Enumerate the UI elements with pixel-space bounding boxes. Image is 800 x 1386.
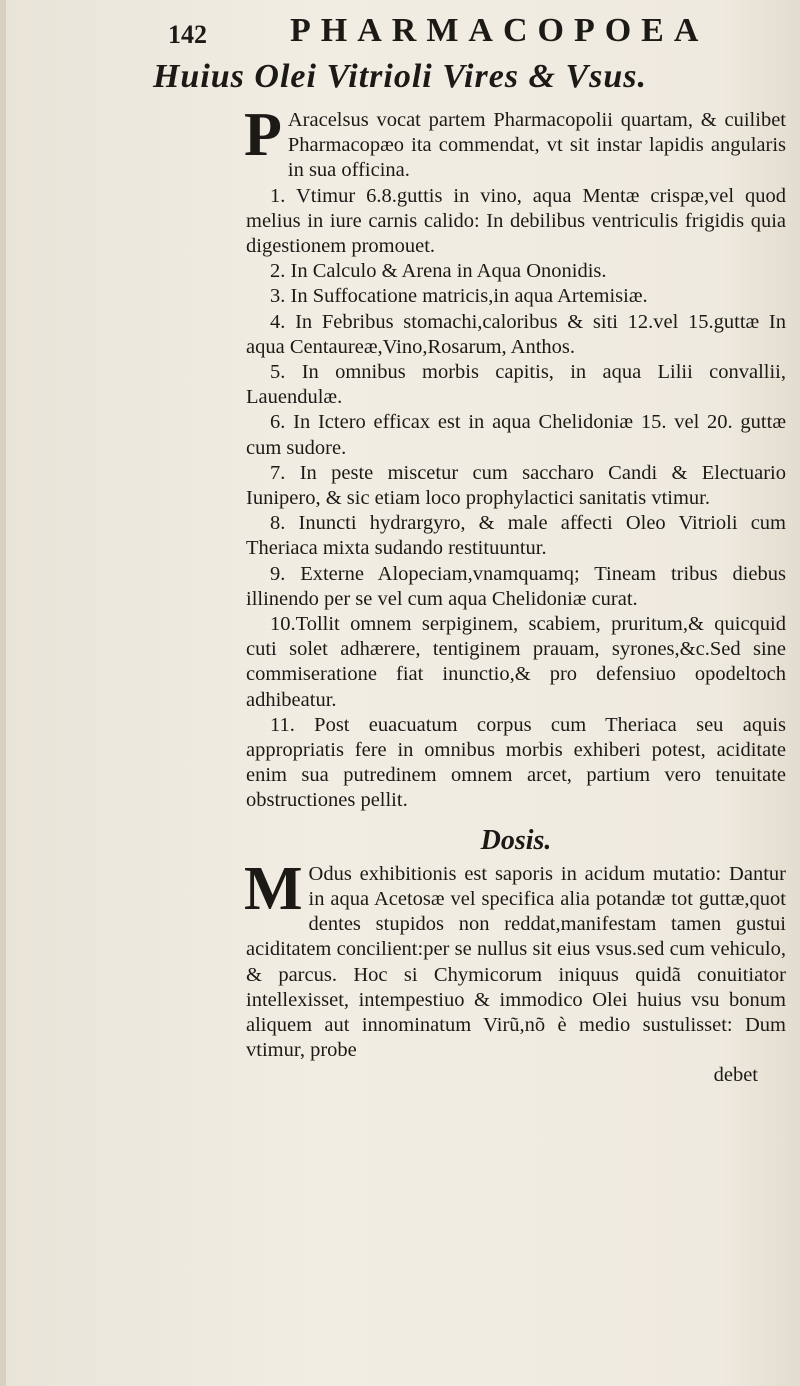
list-item: 2. In Calculo & Arena in Aqua Ononidis.: [270, 260, 607, 283]
section-title: Huius Olei Vitrioli Vires & Vsus.: [152, 58, 648, 95]
page-gutter: [0, 0, 6, 1386]
dosis-heading: Dosis.: [480, 824, 552, 856]
list-item: 8. Inuncti hydrargyro, & male affecti Oleo Vitrioli cum Theriaca mixta sudando restituuntur.: [246, 512, 786, 560]
running-head: PHARMACOPOEA: [290, 12, 709, 49]
list-item: 11. Post euacuatum corpus cum Theriaca seu aquis appropriatis fere in omnibus morbis exhiberi potest, aciditate enim sua putredinem omnem arcet, partium vero tenuitate obstructiones pellit.: [246, 713, 786, 812]
catchword: debet: [713, 1064, 758, 1087]
drop-cap-p: P: [244, 101, 282, 169]
list-item: 9. Externe Alopeciam,vnamquamq; Tineam tribus diebus illinendo per se vel cum aqua Chelidoniæ curat.: [246, 562, 786, 610]
drop-cap-m: M: [244, 854, 303, 923]
list-item: 4. In Febribus stomachi,caloribus & siti 12.vel 15.guttæ In aqua Centaureæ,Vino,Rosarum, Anthos.: [246, 310, 786, 358]
intro-paragraph: [244, 101, 786, 184]
body-text: [244, 101, 786, 1089]
list-item: 5. In omnibus morbis capitis, in aqua Lilii convallii, Lauendulæ.: [246, 361, 786, 409]
page-header: [168, 12, 728, 52]
page-number: 142: [168, 20, 207, 49]
list-item: 7. In peste miscetur cum saccharo Candi & Electuario Iunipero, & sic etiam loco prophylactici sanitatis vtimur.: [246, 461, 786, 510]
list-item: 6. In Ictero efficax est in aqua Chelidoniæ 15. vel 20. guttæ cum sudore.: [246, 411, 786, 459]
dosis-text: Odus exhibitionis est saporis in acidum mutatio: Dantur in aqua Acetosæ vel specifica alia potandæ tot guttæ,quot dentes stupidos non reddat,manifestam tamen gustui aciditatem concilient:per se nullus sit eius vsus.sed cum vehiculo, & parcus. Hoc si Chymicorum iniquus quidã conuitiator intellexisset, intempestiuo & immodico Olei huius vsu bonum aliquem aut innominatum Virũ,nõ è medio sustulisset: Dum vtimur, probe: [246, 862, 786, 1062]
list-item: 3. In Suffocatione matricis,in aqua Artemisiæ.: [270, 285, 648, 308]
list-item: 1. Vtimur 6.8.guttis in vino, aqua Mentæ crispæ,vel quod melius in iure carnis calido: In debilibus ventriculis frigidis quia digestionem promouet.: [246, 184, 786, 258]
list-item: 10.Tollit omnem serpiginem, scabiem, pruritum,& quicquid cuti solet adhærere, tentiginem prauam, syrones,&c.Sed sine commiseratione fiat inunctio,& pro defensiuo opodeltoch adhibeatur.: [246, 613, 786, 711]
intro-text: Aracelsus vocat partem Pharmacopolii quartam, & cuilibet Pharmacopæo ita commendat, vt sit instar lapidis angularis in sua officina.: [287, 109, 786, 182]
dosis-paragraph: [244, 854, 786, 1064]
